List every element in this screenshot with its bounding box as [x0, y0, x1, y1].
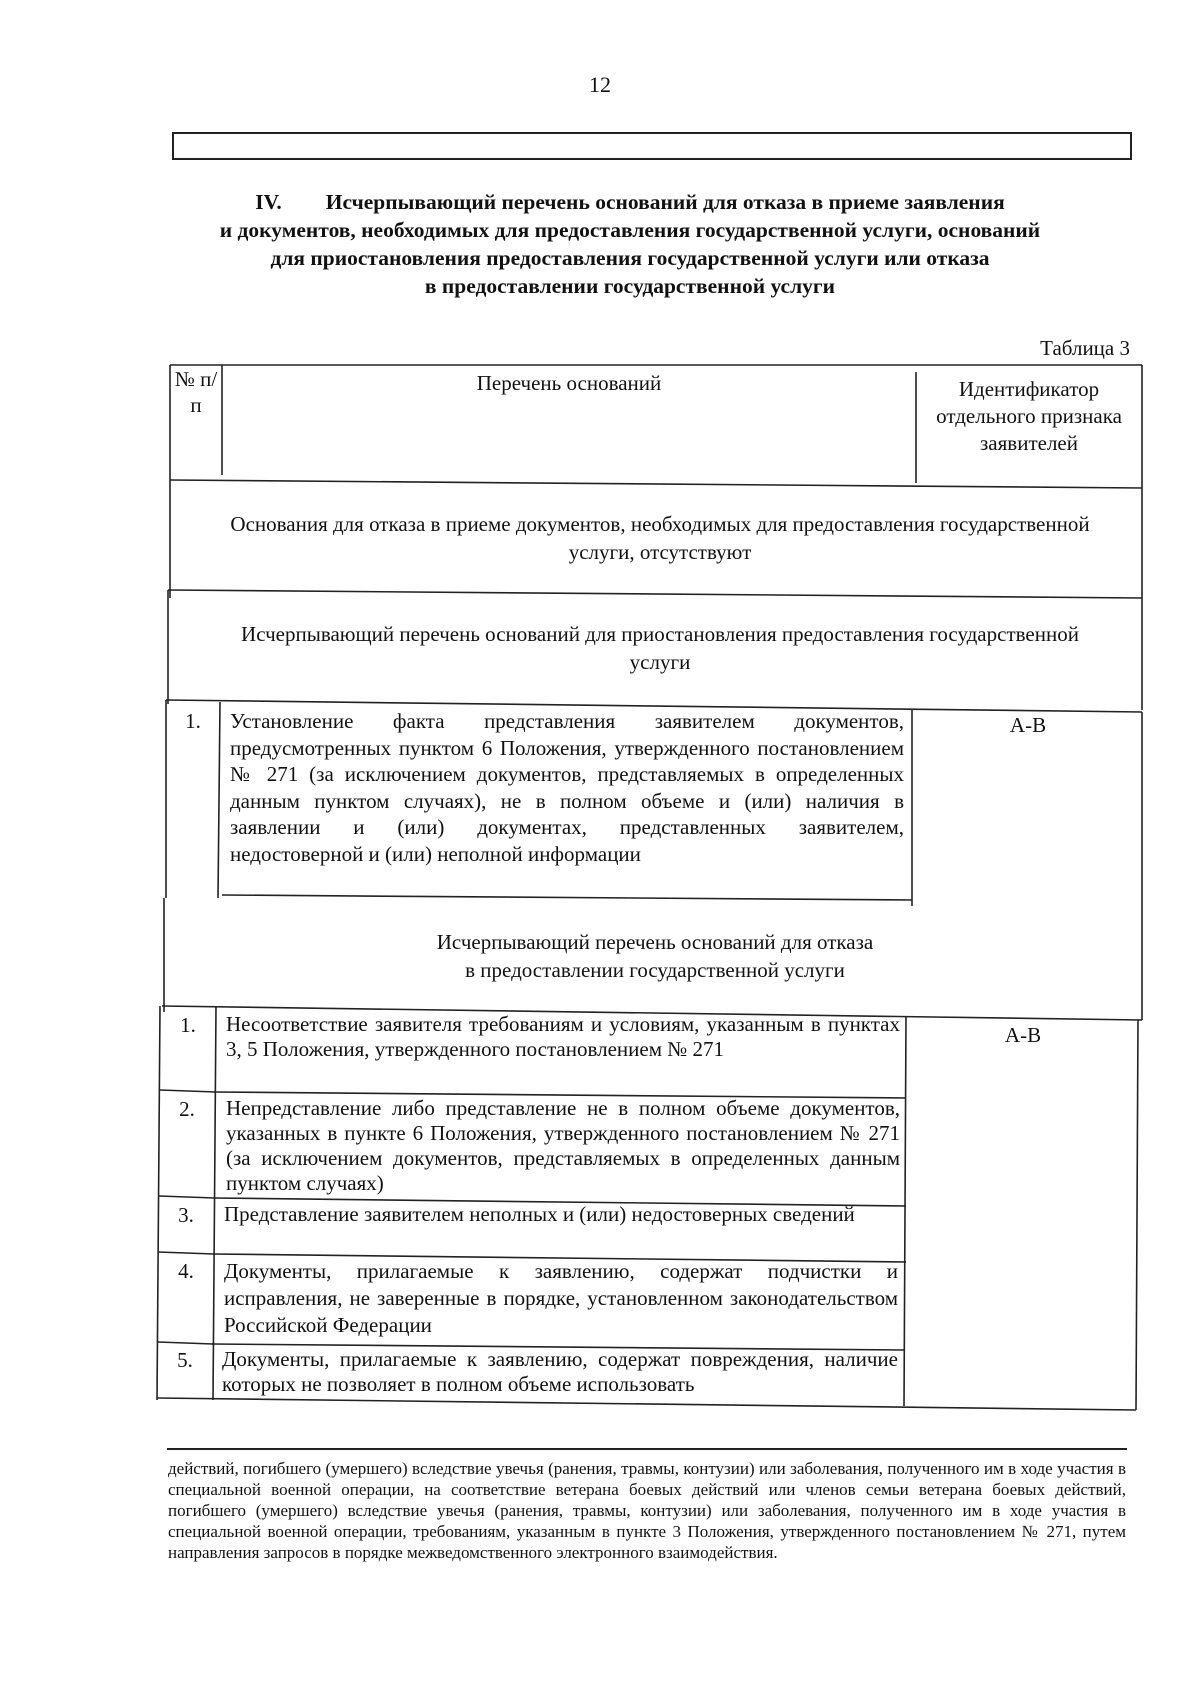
suspension-row-text: Установление факта представления заявителем документов, предусмотренных пунктом 6 Положения, утвержденного постановлением № 271 (за исключением документов, представляемых в определенных данным пунктом случаях), не в полном объеме и (или) наличия в заявлении и (или) документах, представленных заявителем, недостоверной и (или) неполной информации [230, 709, 904, 866]
group-title-refusal-acceptance: Основания для отказа в приеме документов, необходимых для предоставления государственной услуги, отсутствуют [230, 512, 1090, 564]
refusal-row-4-text: Документы, прилагаемые к заявлению, содержат подчистки и исправления, не заверенные в порядке, установленном законодательством Российской Федерации [224, 1259, 898, 1337]
suspension-row-identifier: А-В [1009, 713, 1047, 737]
group-title-refusal [220, 928, 1090, 984]
group-title-refusal-line-2: в предоставлении государственной услуги [465, 958, 845, 982]
refusal-row-1-number: 1. [180, 1013, 196, 1037]
group-title-suspension: Исчерпывающий перечень оснований для приостановления предоставления государственной услуги [241, 622, 1079, 674]
refusal-row-3-text: Представление заявителем неполных и (или) недостоверных сведений [224, 1202, 855, 1226]
section-title-line-1: Исчерпывающий перечень оснований для отказа в приеме заявления [325, 190, 1005, 214]
section-title-line-2: и документов, необходимых для предоставления государственной услуги, оснований [219, 218, 1041, 242]
footnote-separator [167, 1448, 1127, 1450]
refusal-row-2-number: 2. [179, 1097, 195, 1121]
refusal-identifier: А-В [1004, 1023, 1042, 1047]
group-title-refusal-line-1: Исчерпывающий перечень оснований для отказа [436, 930, 874, 954]
refusal-row-2-text: Непредставление либо представление не в полном объеме документов, указанных в пункте 6 Положения, утвержденного постановлением № 271 (за исключением документов, представляемых в определенных данным пунктом случаях) [226, 1096, 900, 1195]
footnote-text: действий, погибшего (умершего) вследствие увечья (ранения, травмы, контузии) или заболевания, полученного им в ходе участия в специальной военной операции, на соответствие ветерана боевых действий или членов семьи ветерана боевых действий, погибшего (умершего) вследствие увечья (ранения, травмы, контузии) или заболевания, полученного им в ходе участия в специальной военной операции, требованиям, указанным в пункте 3 Положения, утвержденного постановлением № 271, путем направления запросов в порядке межведомственного электронного взаимодействия. [168, 1459, 1126, 1562]
refusal-row-3-number: 3. [178, 1203, 194, 1227]
section-title [150, 188, 1110, 300]
refusal-row-4-number: 4. [178, 1259, 194, 1283]
table-caption: Таблица 3 [1040, 336, 1130, 360]
header-frame [172, 132, 1132, 160]
section-roman-numeral: IV. [255, 190, 282, 214]
refusal-row-5-number: 5. [177, 1348, 193, 1372]
suspension-row-number: 1. [185, 709, 201, 733]
header-reasons: Перечень оснований [476, 371, 662, 395]
refusal-row-1-text: Несоответствие заявителя требованиям и условиям, указанным в пунктах 3, 5 Положения, утвержденного постановлением № 271 [226, 1012, 900, 1061]
section-title-line-3: для приостановления предоставления государственной услуги или отказа [270, 246, 990, 270]
header-number: № п/п [174, 367, 218, 417]
section-title-line-4: в предоставлении государственной услуги [424, 274, 836, 298]
header-identifier: Идентификатор отдельного признака заявителей [936, 377, 1122, 455]
page-number: 12 [589, 72, 611, 97]
refusal-row-5-text: Документы, прилагаемые к заявлению, содержат повреждения, наличие которых не позволяет в полном объеме использовать [222, 1347, 898, 1396]
